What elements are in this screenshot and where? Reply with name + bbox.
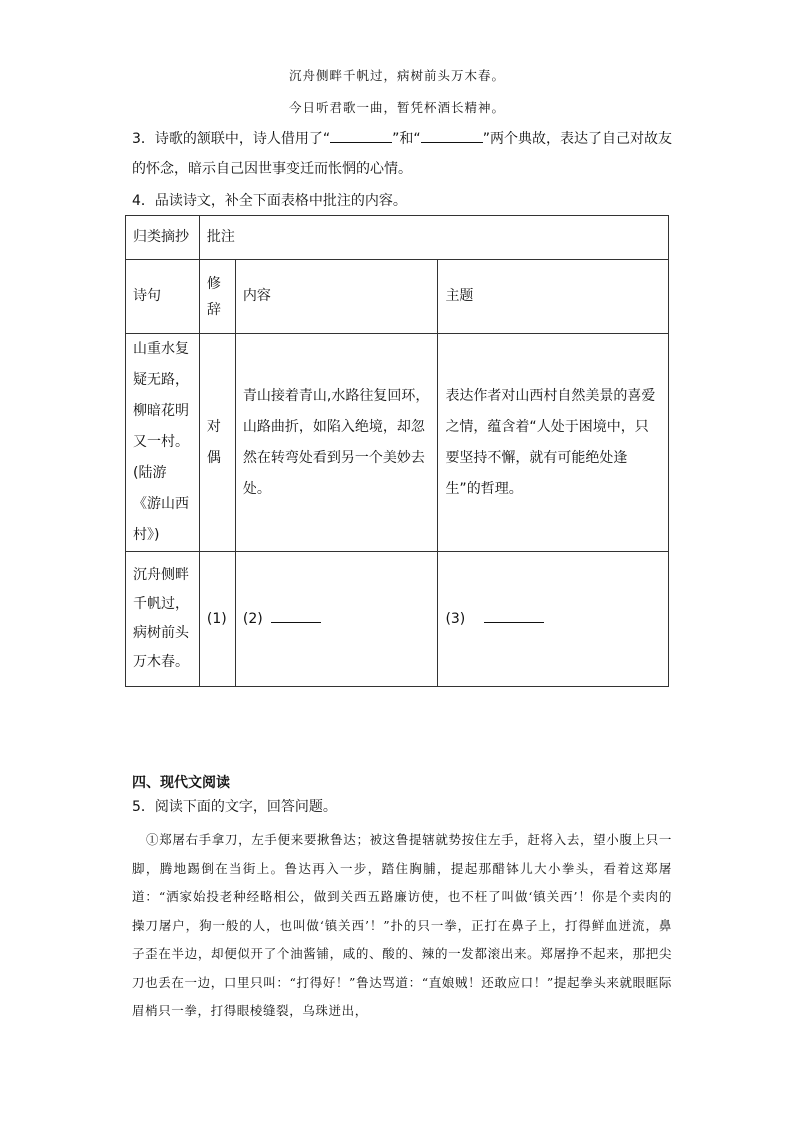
table-row — [126, 334, 669, 552]
col-theme-header: 主题 — [438, 260, 669, 334]
answer-blank-theme[interactable] — [484, 607, 544, 623]
row2-content-cell[interactable] — [235, 552, 438, 687]
answer-blank-1[interactable] — [330, 127, 392, 143]
question-3 — [132, 124, 672, 184]
question-5: 5．阅读下面的文字，回答问题。 — [132, 799, 337, 815]
section-title: 四、现代文阅读 — [132, 775, 230, 791]
answer-blank-content[interactable] — [271, 607, 321, 623]
header-category: 归类摘抄 — [126, 216, 200, 260]
question-3-line-2: 的怀念，暗示自己因世事变迁而怅惘的心情。 — [132, 161, 412, 177]
annotation-table — [125, 215, 669, 687]
table-row — [126, 552, 669, 687]
row2-theme-cell[interactable] — [438, 552, 669, 687]
question-3-text-c: ”两个典故，表达了自己对故友 — [482, 131, 672, 147]
row2-poem: 沉舟侧畔千帆过，病树前头万木春。 — [126, 552, 200, 687]
poem-line-2: 今日听君歌一曲，暂凭杯酒长精神。 — [288, 100, 505, 115]
row1-poem: 山重水复疑无路，柳暗花明又一村。(陆游《游山西村》) — [126, 334, 200, 552]
row1-rhetoric: 对偶 — [199, 334, 235, 552]
row1-theme: 表达作者对山西村自然美景的喜爱之情，蕴含着“人处于困境中，只要坚持不懈，就有可能绝处逢生”的哲理。 — [438, 334, 669, 552]
table-row — [126, 260, 669, 334]
reading-passage — [132, 826, 672, 1026]
header-annotation: 批注 — [199, 216, 668, 260]
col-poem-header: 诗句 — [126, 260, 200, 334]
table-row — [126, 216, 669, 260]
row2-rhetoric: (1) — [206, 610, 227, 627]
question-3-text-a: 3．诗歌的颔联中，诗人借用了“ — [132, 131, 331, 147]
answer-blank-2[interactable] — [421, 127, 483, 143]
row2-content-label: (2) — [242, 610, 263, 627]
poem-line-1: 沉舟侧畔千帆过，病树前头万木春。 — [288, 68, 505, 83]
col-rhetoric-header: 修辞 — [199, 260, 235, 334]
row2-rhetoric-cell[interactable] — [199, 552, 235, 687]
question-4: 4．品读诗文，补全下面表格中批注的内容。 — [132, 193, 407, 209]
row1-content: 青山接着青山,水路往复回环，山路曲折，如陷入绝境，却忽然在转弯处看到另一个美妙去处。 — [235, 334, 438, 552]
row2-theme-label: (3) — [445, 610, 466, 627]
question-3-text-b: ”和“ — [392, 131, 421, 147]
col-content-header: 内容 — [235, 260, 438, 334]
passage-text: ①郑屠右手拿刀，左手便来要揪鲁达；被这鲁提辖就势按住左手，赶将入去，望小腹上只一脚，腾地踢倒在当街上。鲁达再入一步，踏住胸脯，提起那醋钵儿大小拳头，看着这郑屠道：“洒家始投老种经略相公，做到关西五路廉访使，也不枉了叫做‘镇关西’！你是个卖肉的操刀屠户，狗一般的人，也叫做‘镇关西’！”扑的只一拳，正打在鼻子上，打得鲜血迸流，鼻子歪在半边，却便似开了个油酱铺，咸的、酸的、辣的一发都滚出来。郑屠挣不起来，那把尖刀也丢在一边，口里只叫：“打得好！”鲁达骂道：“直娘贼！还敢应口！”提起拳头来就眼眶际眉梢只一拳，打得眼棱缝裂，乌珠迸出， — [132, 832, 672, 1018]
